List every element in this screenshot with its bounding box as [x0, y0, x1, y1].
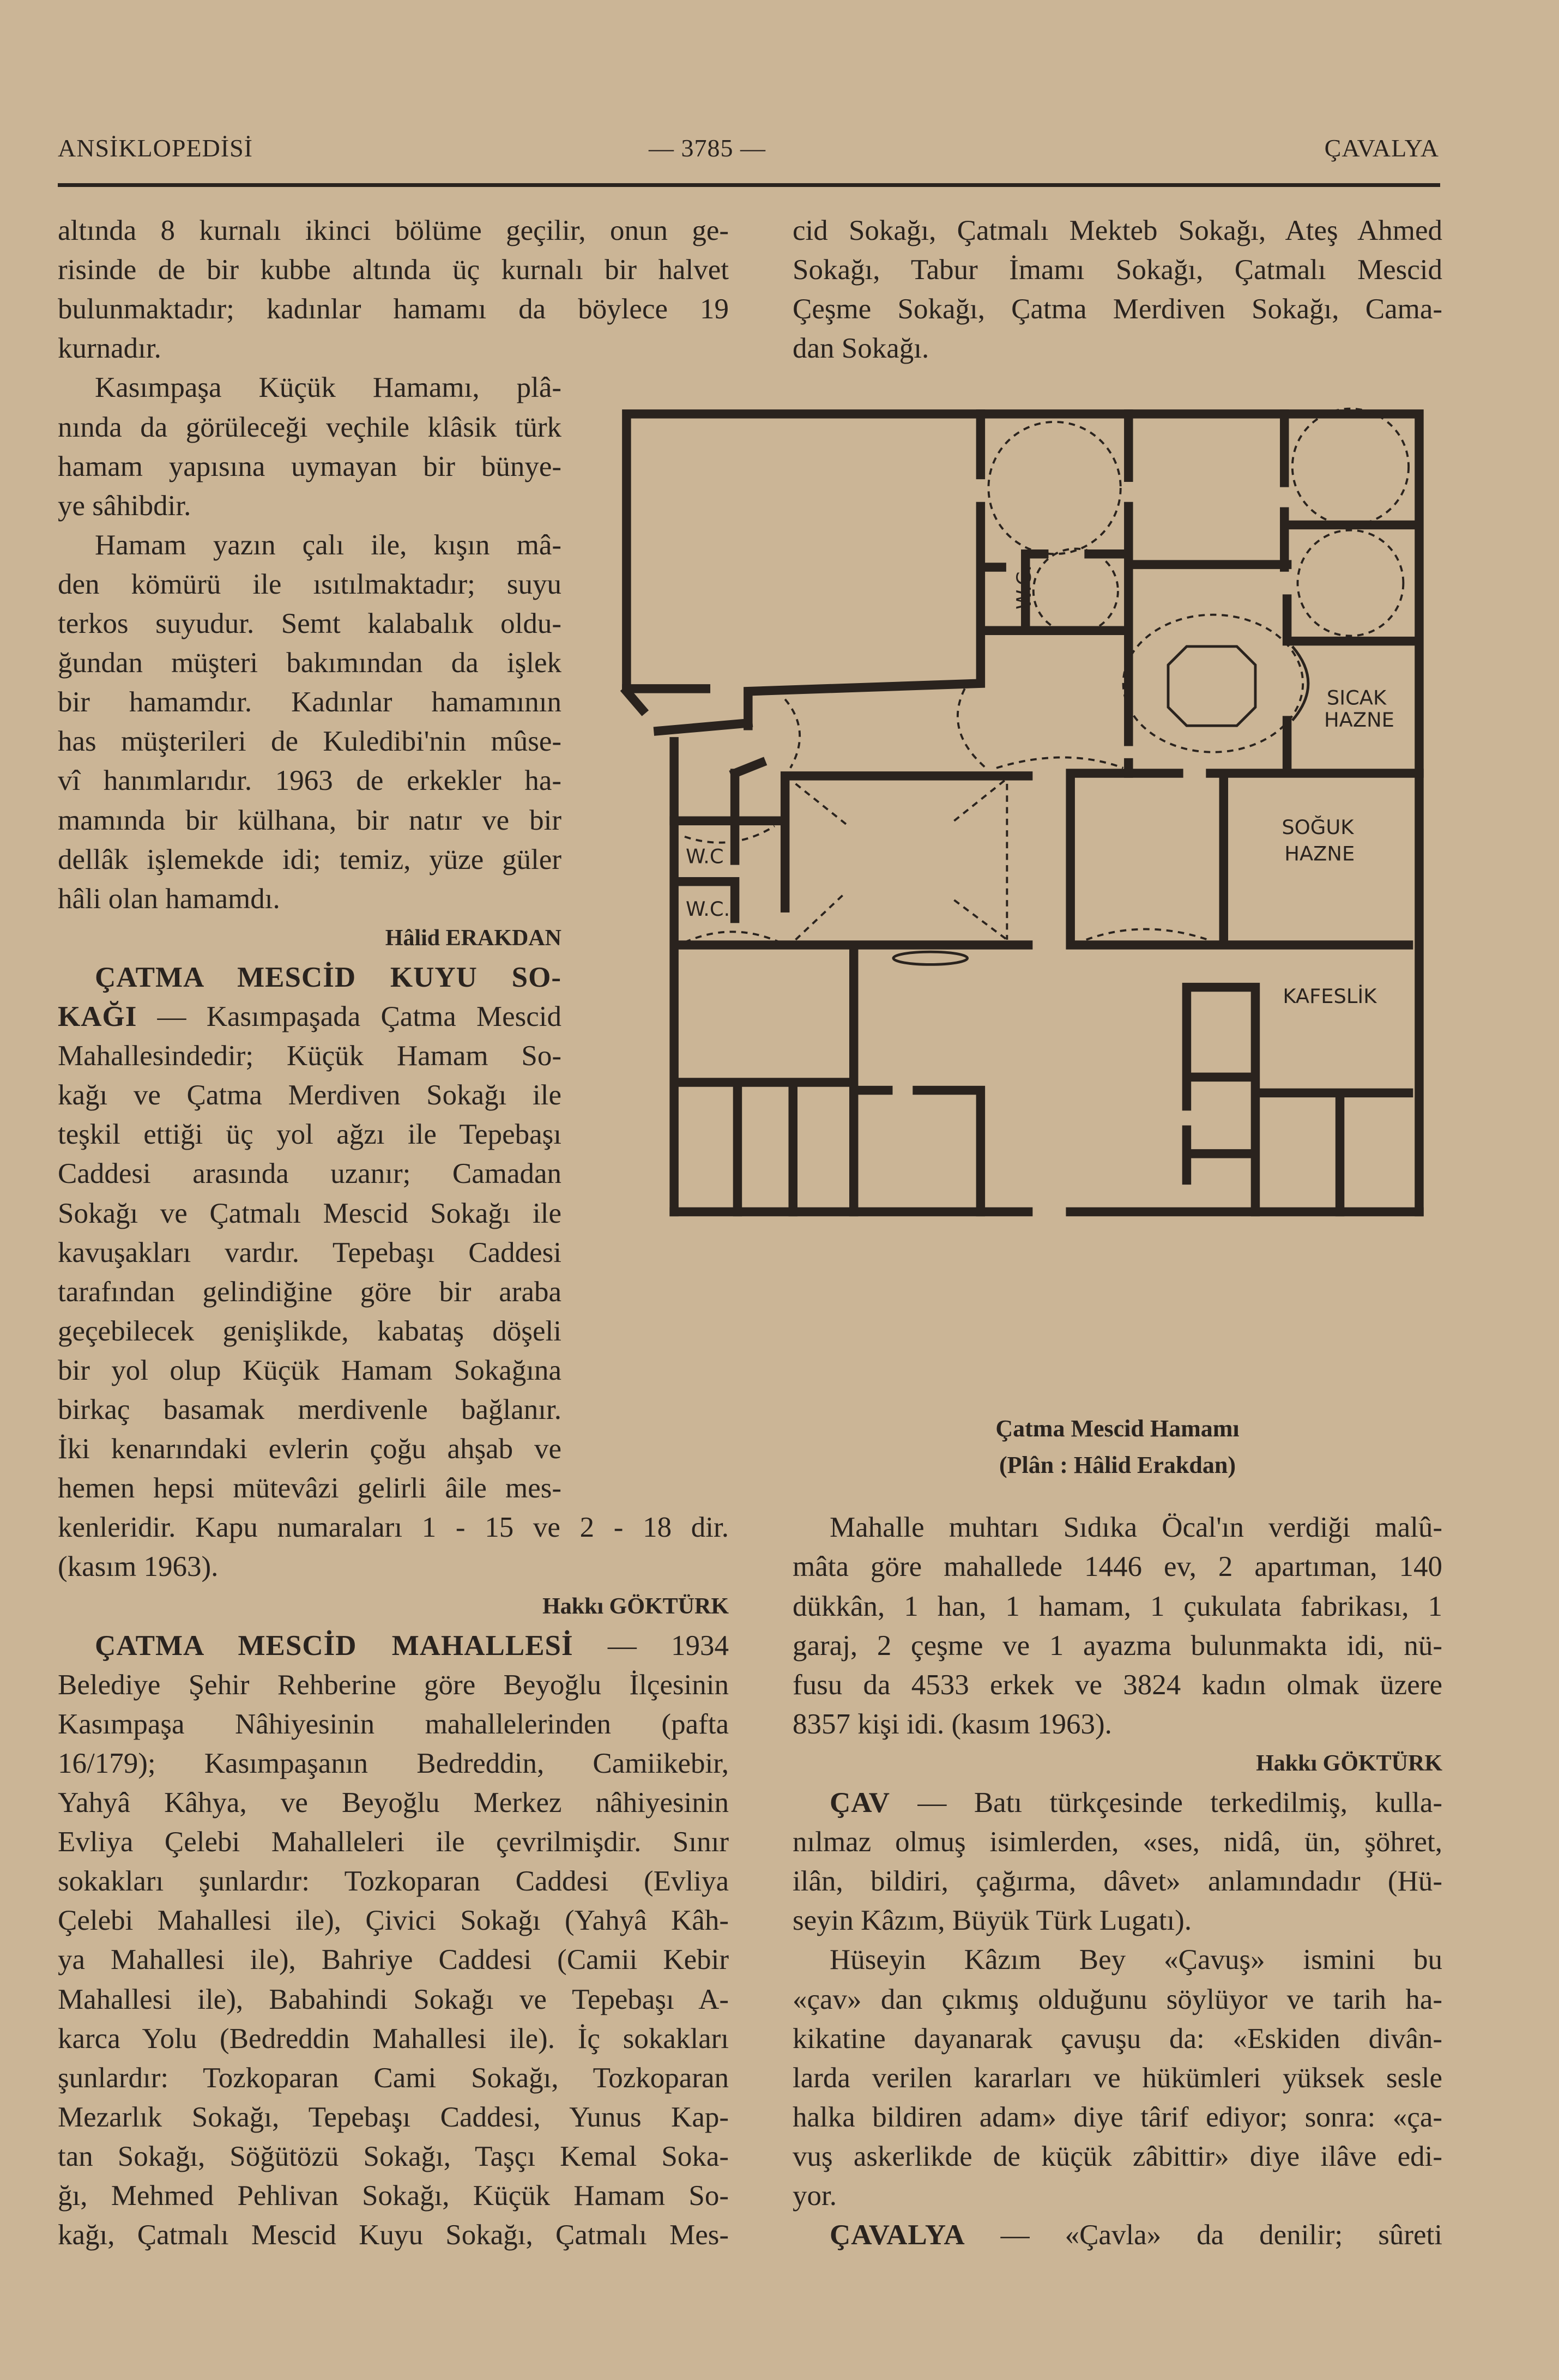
text-line	[58, 2058, 729, 2098]
entry-headword-line	[793, 2215, 1442, 2255]
line-text: Yahyâ Kâhya, ve Beyoğlu Merkez nâhiyesinin	[58, 1787, 729, 1819]
text-line	[58, 565, 561, 604]
entry-headword: KAĞI	[58, 1001, 137, 1032]
line-text: Çelebi Mahallesi ile), Çivici Sokağı (Yahyâ Kâh-	[58, 1905, 729, 1937]
line-text: kurnadır.	[58, 333, 161, 365]
text-line	[58, 1076, 561, 1115]
plan-label-wc-2: W.C	[685, 844, 724, 868]
text-line	[793, 2176, 1442, 2215]
line-text: risinde de bir kubbe altında üç kurnalı bir halvet	[58, 254, 729, 286]
entry-headword: ÇAV	[830, 1787, 890, 1819]
text-line	[793, 2137, 1442, 2176]
line-text: ilân, bildiri, çağırma, dâvet» anlamındadır (Hü-	[793, 1865, 1442, 1898]
plan-label-sicak: SICAK	[1326, 686, 1387, 710]
text-line	[793, 1705, 1442, 1744]
text-line	[58, 1705, 729, 1744]
line-text: vî hanımlarıdır. 1963 de erkekler ha-	[58, 765, 561, 797]
line-text: larda verilen kararları ve hükümleri yüksek sesle	[793, 2062, 1442, 2094]
entry-headword-line	[58, 997, 561, 1036]
text-line	[58, 486, 561, 525]
line-text: Mahalle muhtarı Sıdıka Öcal'ın verdiği malû-	[830, 1512, 1442, 1544]
text-line	[58, 250, 729, 289]
text-line	[58, 2176, 729, 2215]
entry-headword-line	[58, 1626, 729, 1665]
text-line	[58, 1508, 729, 1547]
line-text: nında da görüleceği veçhile klâsik türk	[58, 411, 561, 443]
text-line	[58, 1272, 561, 1312]
plan-fixtures	[893, 647, 1308, 965]
line-text: altında 8 kurnalı ikinci bölüme geçilir, onun ge-	[58, 215, 729, 246]
text-line	[58, 722, 561, 761]
entry-headword: ÇATMA MESCİD KUYU SO-	[95, 961, 561, 993]
line-text: fusu da 4533 erkek ve 3824 kadın olmak üzere	[793, 1669, 1442, 1701]
line-text: kağı ve Çatma Merdiven Sokağı ile	[58, 1079, 561, 1112]
line-text: (kasım 1963).	[58, 1551, 219, 1583]
text-line	[58, 408, 561, 447]
line-text: Hakkı GÖKTÜRK	[542, 1593, 729, 1619]
line-text: şunlardır: Tozkoparan Cami Sokağı, Tozkoparan	[58, 2062, 729, 2094]
line-text: ğı, Mehmed Pehlivan Sokağı, Küçük Hamam So-	[58, 2180, 729, 2212]
text-line	[793, 1508, 1442, 1547]
plan-label-soguk: SOĞUK	[1282, 815, 1354, 839]
author-signature	[58, 1587, 729, 1626]
line-text: — Batı türkçesinde terkedilmiş, kulla-	[890, 1787, 1442, 1819]
line-text: Kasımpaşa Küçük Hamamı, plâ-	[95, 372, 561, 404]
line-text: mamında bir külhana, bir natır ve bir	[58, 804, 561, 836]
text-line	[58, 1744, 729, 1783]
text-line	[58, 211, 729, 250]
entry-headword-line	[793, 1783, 1442, 1822]
text-line	[58, 329, 729, 368]
line-text: hamam yapısına uymayan bir bünye-	[58, 450, 561, 482]
line-text: Sokağı ve Çatmalı Mescid Sokağı ile	[58, 1197, 561, 1229]
text-line	[793, 2058, 1442, 2098]
text-line	[58, 1233, 561, 1272]
line-text: cid Sokağı, Çatmalı Mekteb Sokağı, Ateş Ahmed	[793, 215, 1442, 246]
text-line	[793, 1980, 1442, 2019]
text-line	[793, 2098, 1442, 2137]
text-line	[793, 1665, 1442, 1705]
text-line	[793, 329, 1442, 368]
text-line	[58, 368, 561, 407]
entry-headword: ÇAVALYA	[830, 2219, 965, 2251]
line-text: Çeşme Sokağı, Çatma Merdiven Sokağı, Cama-	[793, 293, 1442, 325]
text-line	[58, 1429, 561, 1469]
text-line	[58, 2098, 729, 2137]
line-text: 8357 kişi idi. (kasım 1963).	[793, 1708, 1112, 1740]
line-text: Mahallesi ile), Babahindi Sokağı ve Tepebaşı A-	[58, 1983, 729, 2015]
line-text: mâta göre mahallede 1446 ev, 2 apartıman, 140	[793, 1551, 1442, 1583]
text-line	[58, 1665, 729, 1705]
line-text: ya Mahallesi ile), Bahriye Caddesi (Camii Kebir	[58, 1944, 729, 1976]
text-line	[58, 604, 561, 643]
header-rule	[58, 183, 1440, 187]
line-text: tan Sokağı, Söğütözü Sokağı, Taşçı Kemal Soka-	[58, 2140, 729, 2172]
text-line	[793, 1547, 1442, 1586]
text-line	[58, 1154, 561, 1193]
text-line	[58, 643, 561, 682]
line-text: bir hamamdır. Kadınlar hamamının	[58, 686, 561, 718]
text-line	[793, 1626, 1442, 1665]
text-line	[58, 1194, 561, 1233]
text-line	[58, 1036, 561, 1076]
author-signature	[58, 919, 561, 958]
line-text: birkaç basamak merdivenle bağlanır.	[58, 1394, 561, 1425]
line-text: dükkân, 1 han, 1 hamam, 1 çukulata fabrikası, 1	[793, 1590, 1442, 1622]
text-line	[58, 525, 561, 565]
line-text: den kömürü ile ısıtılmaktadır; suyu	[58, 568, 561, 600]
page-number: — 3785 —	[649, 134, 766, 162]
text-line	[793, 2019, 1442, 2058]
text-line	[58, 761, 561, 800]
line-text: seyin Kâzım, Büyük Türk Lugatı).	[793, 1905, 1192, 1937]
text-line	[793, 1901, 1442, 1940]
plan-label-wc-1: W.C.	[1012, 565, 1036, 610]
line-text: Hamam yazın çalı ile, kışın mâ-	[95, 529, 561, 561]
line-text: karca Yolu (Bedreddin Mahallesi ile). İç sokakları	[58, 2022, 729, 2055]
plan-label-wc-3: W.C.	[685, 897, 730, 921]
line-text: dan Sokağı.	[793, 333, 929, 365]
figure-caption-credit: (Plân : Hâlid Erakdan)	[999, 1452, 1236, 1478]
line-text: Hüseyin Kâzım Bey «Çavuş» ismini bu	[830, 1944, 1442, 1976]
line-text: dellâk işlemekde idi; temiz, yüze güler	[58, 843, 561, 875]
line-text: — Kasımpaşada Çatma Mescid	[137, 1001, 561, 1032]
line-text: nılmaz olmuş isimlerden, «ses, nidâ, ün, şöhret,	[793, 1826, 1442, 1858]
text-line	[793, 211, 1442, 250]
line-text: yor.	[793, 2180, 837, 2212]
text-line	[58, 801, 561, 840]
line-text: İki kenarındaki evlerin çoğu ahşab ve	[58, 1433, 561, 1465]
line-text: Caddesi arasında uzanır; Camadan	[58, 1158, 561, 1190]
text-line	[793, 1940, 1442, 1979]
line-text: Evliya Çelebi Mahalleleri ile çevrilmişdir. Sınır	[58, 1826, 729, 1858]
text-line	[793, 1587, 1442, 1626]
line-text: Kasımpaşa Nâhiyesinin mahallelerinden (pafta	[58, 1708, 729, 1740]
text-line	[58, 682, 561, 722]
text-line	[58, 447, 561, 486]
text-line	[793, 1822, 1442, 1862]
line-text: ğundan müşteri bakımından da işlek	[58, 647, 561, 679]
text-line	[58, 1862, 729, 1901]
line-text: geçebilecek genişlikde, kabataş döşeli	[58, 1315, 561, 1347]
line-text: kikatine dayanarak çavuşu da: «Eskiden divân-	[793, 2022, 1442, 2055]
line-text: sokakları şunlardır: Tozkoparan Caddesi (Evliya	[58, 1865, 729, 1898]
line-text: Mahallesindedir; Küçük Hamam So-	[58, 1040, 561, 1072]
text-line	[58, 1940, 729, 1979]
text-line	[58, 1469, 561, 1508]
line-text: bulunmaktadır; kadınlar hamamı da böylece 19	[58, 293, 729, 325]
line-text: has müşterileri de Kuledibi'nin mûse-	[58, 726, 561, 758]
line-text: teşkil ettiği üç yol ağzı ile Tepebaşı	[58, 1119, 561, 1151]
line-text: hâli olan hamamdı.	[58, 883, 280, 915]
entry-headword-line	[58, 958, 561, 997]
line-text: garaj, 2 çeşme ve 1 ayazma bulunmakta idi, nü-	[793, 1629, 1442, 1662]
text-line	[58, 289, 729, 329]
line-text: Hâlid ERAKDAN	[385, 925, 561, 951]
line-text: Sokağı, Tabur İmamı Sokağı, Çatmalı Mescid	[793, 254, 1442, 286]
line-text: vuş askerlikde de küçük zâbittir» diye ilâve edi-	[793, 2140, 1442, 2172]
plan-label-kafeslik: KAFESLİK	[1283, 984, 1377, 1008]
line-text: ye sâhibdir.	[58, 490, 191, 522]
text-line	[793, 250, 1442, 289]
line-text: «çav» dan çıkmış olduğunu söylüyor ve tarih ha-	[793, 1983, 1442, 2015]
line-text: Belediye Şehir Rehberine göre Beyoğlu İlçesinin	[58, 1669, 729, 1701]
line-text: bir yol olup Küçük Hamam Sokağına	[58, 1354, 561, 1386]
text-line	[58, 1547, 729, 1586]
line-text: kenleridir. Kapu numaraları 1 - 15 ve 2 - 18 dir.	[58, 1512, 729, 1544]
text-line	[58, 2019, 729, 2058]
line-text: Hakkı GÖKTÜRK	[1256, 1750, 1442, 1776]
line-text: kavuşakları vardır. Tepebaşı Caddesi	[58, 1236, 561, 1268]
plan-walls	[626, 414, 1419, 1212]
plan-label-soguk-hazne: HAZNE	[1284, 842, 1355, 866]
running-head-right: ÇAVALYA	[1324, 134, 1439, 162]
text-line	[58, 1901, 729, 1940]
text-line	[58, 879, 561, 919]
text-line	[58, 840, 561, 879]
line-text: — 1934	[573, 1629, 729, 1662]
text-line	[58, 2137, 729, 2176]
line-text: tarafından gelindiğine göre bir araba	[58, 1276, 561, 1308]
line-text: — «Çavla» da denilir; sûreti	[965, 2219, 1442, 2251]
line-text: hemen hepsi mütevâzi gelirli âile mes-	[58, 1472, 561, 1505]
text-line	[58, 1980, 729, 2019]
line-text: kağı, Çatmalı Mescid Kuyu Sokağı, Çatmalı Mes-	[58, 2219, 729, 2251]
line-text: Mezarlık Sokağı, Tepebaşı Caddesi, Yunus Kap-	[58, 2101, 729, 2133]
author-signature	[793, 1744, 1442, 1783]
line-text: terkos suyudur. Semt kalabalık oldu-	[58, 608, 561, 639]
text-line	[793, 1862, 1442, 1901]
text-line	[58, 1390, 561, 1429]
text-line	[58, 1783, 729, 1822]
running-head-left: ANSİKLOPEDİSİ	[58, 134, 253, 162]
text-line	[58, 1351, 561, 1390]
text-line	[58, 1115, 561, 1154]
text-line	[58, 1312, 561, 1351]
line-text: halka bildiren adam» diye târif ediyor; sonra: «ça-	[793, 2101, 1442, 2133]
text-line	[58, 2215, 729, 2255]
text-line	[793, 289, 1442, 329]
text-line	[58, 1822, 729, 1862]
floor-plan-figure	[616, 403, 1445, 1401]
entry-headword: ÇATMA MESCİD MAHALLESİ	[95, 1629, 573, 1662]
line-text: 16/179); Kasımpaşanın Bedreddin, Camiikebir,	[58, 1747, 729, 1779]
plan-label-sicak-hazne: HAZNE	[1324, 708, 1394, 732]
figure-caption-title: Çatma Mescid Hamamı	[995, 1415, 1240, 1442]
